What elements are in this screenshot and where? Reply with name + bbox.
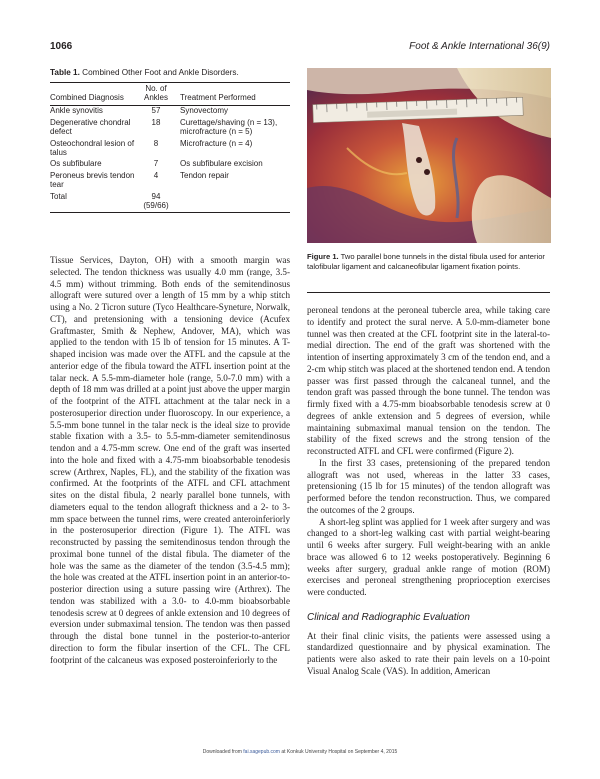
table-cell: Osteochondral lesion of talus xyxy=(50,138,135,157)
col-header-diagnosis: Combined Diagnosis xyxy=(50,93,124,103)
body-paragraph: A short-leg splint was applied for 1 week after surgery and was changed to a short-leg walking cast with partial weight-bearing until 6 weeks after surgery. Full weight-bearing with an ankle brace was allowed 6 to 12 weeks postoperatively. Beginning 6 weeks after surgery, gradual ankle range of motion (ROM) exercises and peroneal strengthening proprioception exercises were conducted. xyxy=(307,516,550,597)
table-cell: 7 xyxy=(153,159,159,169)
table-cell: Os subfibulare xyxy=(50,159,102,169)
table-row xyxy=(50,138,290,159)
table-cell: Degenerative chondral defect xyxy=(50,117,131,137)
footer-prefix: Downloaded from xyxy=(202,749,242,755)
table-cell: 8 xyxy=(153,138,159,148)
col-header-ankles: No. of Ankles xyxy=(143,84,168,103)
disorders-table xyxy=(50,82,290,213)
table-cell: Tendon repair xyxy=(180,170,229,180)
section-heading: Clinical and Radiographic Evaluation xyxy=(307,611,470,623)
table-cell xyxy=(174,191,290,212)
table-header-row xyxy=(50,83,290,106)
body-paragraph: In the first 33 cases, pretensioning of the prepared tendon allograft was not used, whereas in the latter 33 cases, pretensioning (15 lb for 15 minutes) of the tendon allograft was performed before the tendon reconstruction. Thus, we compared the outcomes of the 2 groups. xyxy=(307,457,550,515)
footer-link[interactable]: fai.sagepub.com xyxy=(243,749,280,755)
table-cell: Ankle synovitis xyxy=(50,106,103,116)
download-footer xyxy=(0,749,600,755)
col-header-treatment: Treatment Performed xyxy=(180,93,256,103)
figure-caption-label: Figure 1. xyxy=(307,252,339,261)
table-1 xyxy=(50,68,290,213)
table-cell: Microfracture (n = 4) xyxy=(180,138,253,148)
table-cell: Peroneus brevis tendon tear xyxy=(50,170,135,190)
table-caption xyxy=(50,68,290,77)
body-paragraph: peroneal tendons at the peroneal tubercle area, while taking care to identify and protect the sural nerve. A 5.0-mm-diameter bone tunnel was then created at the CFL footprint site in the lateral-to-medial direction. The end of the graft was shortened with the intention of inserting approximately 3 cm of the tendon end, and a 2-cm whip stitch was placed at the shortened tendon end. A tendon passer was first passed through the calcaneal tunnel, and the tendon graft was passed through the bone tunnel. The tendon was firmly fixed with a 4.75-mm bioabsorbable tenodesis screw at 0 degrees of ankle extension and 5 degrees of eversion, while maintaining submaximal manual tension on the tendon. The stability of the fixed screws and the strong tension of the reconstructed ATFL and CFL were confirmed (Figure 2). xyxy=(307,305,550,456)
table-cell: Curettage/shaving (n = 13), microfracture (n = 5) xyxy=(180,117,278,137)
right-column xyxy=(307,305,550,678)
figure-caption xyxy=(307,252,550,271)
table-cell: 4 xyxy=(153,170,159,180)
left-column xyxy=(50,255,290,666)
table-cell: Synovectomy xyxy=(180,106,229,116)
table-row xyxy=(50,105,290,117)
page-number: 1066 xyxy=(50,41,73,52)
footer-suffix: at Konkuk University Hospital on September 4, 2015 xyxy=(281,749,398,755)
body-paragraph: At their final clinic visits, the patients were assessed using a standardized questionnaire and by physical examination. The patients were also asked to rate their pain levels on a 10-point Visual Analog Scale (VAS). In addition, American xyxy=(307,630,550,676)
surgical-photo xyxy=(307,68,551,243)
table-caption-text: Combined Other Foot and Ankle Disorders. xyxy=(82,68,239,77)
table-row xyxy=(50,117,290,138)
table-caption-label: Table 1. xyxy=(50,68,80,77)
journal-title: Foot & Ankle International 36(9) xyxy=(409,41,550,52)
table-cell: Os subfibulare excision xyxy=(180,159,263,169)
table-cell: 94 (59/66) xyxy=(143,191,169,210)
table-row-total xyxy=(50,191,290,212)
table-cell: Total xyxy=(50,191,67,201)
figure-caption-text: Two parallel bone tunnels in the distal fibula used for anterior talofibular ligament and calcaneofibular ligament fixation points. xyxy=(307,252,545,271)
figure-divider xyxy=(307,292,550,293)
table-row xyxy=(50,170,290,191)
table-row xyxy=(50,159,290,170)
body-paragraph: Tissue Services, Dayton, OH) with a smooth margin was selected. The tendon thickness was usually 4.0 mm (range, 3.5-4.5 mm) without trimming. Both ends of the semitendinosus allograft were sutured over a length of 15 mm by a whip stitch using a No. 2 Ticron suture (Tyco Healthcare-Syneture, Norwalk, CT), and pretensioning with a tensioning device (Acufex Graftmaster, Smith & Nephew, Andover, MA), which was applied to the tendon with 15 lb of tension for 15 minutes. A T-shaped incision was made over the ATFL and the capsule at the anterior edge of the fibula toward the ATFL insertion point at the talar neck. A 5.5-mm-diameter hole (range, 5.0-7.0 mm) with a depth of 18 mm was drilled at a point just above the upper margin of the footprint of the ATFL attachment at the talar neck in a posterosuperior direction under fluoroscopy. In our experience, a 5.5-mm bone tunnel in the talar neck is the ideal size to provide stable fixation with a 3.5- to 5.5-mm-diameter semitendinosus tendon and a 4.75-mm screw. One end of the graft was inserted into the hole and fixed with a 4.75-mm bioabsorbable tenodesis screw (Arthrex, Naples, FL), and the stability of the fixation was confirmed. At the footprints of the ATFL and CFL attachment sites on the distal fibula, 2 nearly parallel bone tunnels, with diameters equal to the tendon allograft thickness and a 2- to 3-mm space between the tunnel rims, were created anteroinferiorly in the posterosuperior direction (Figure 1). The ATFL was reconstructed by passing the semitendinosus tendon through the proximal bone tunnel of the distal fibula. The diameter of the hole was the same as the diameter of the tendon (3.5-4.5 mm); the hole was created at the ATFL insertion point in an anterior-to-posterior direction using a suture passing wire (Arthrex). The tendon was stabilized with a 3.0- to 4.0-mm bioabsorbable tenodesis screw at 0 degrees of ankle extension and 10 degrees of eversion under submaximal tension. The tendon was then passed through the distal bone tunnel in the posterior-to-anterior direction to form the fibular insertion of the CFL. The CFL footprint of the calcaneus was exposed posteroinferiorly to the xyxy=(50,255,291,665)
table-cell: 18 xyxy=(151,117,161,127)
table-cell: 57 xyxy=(151,106,161,116)
